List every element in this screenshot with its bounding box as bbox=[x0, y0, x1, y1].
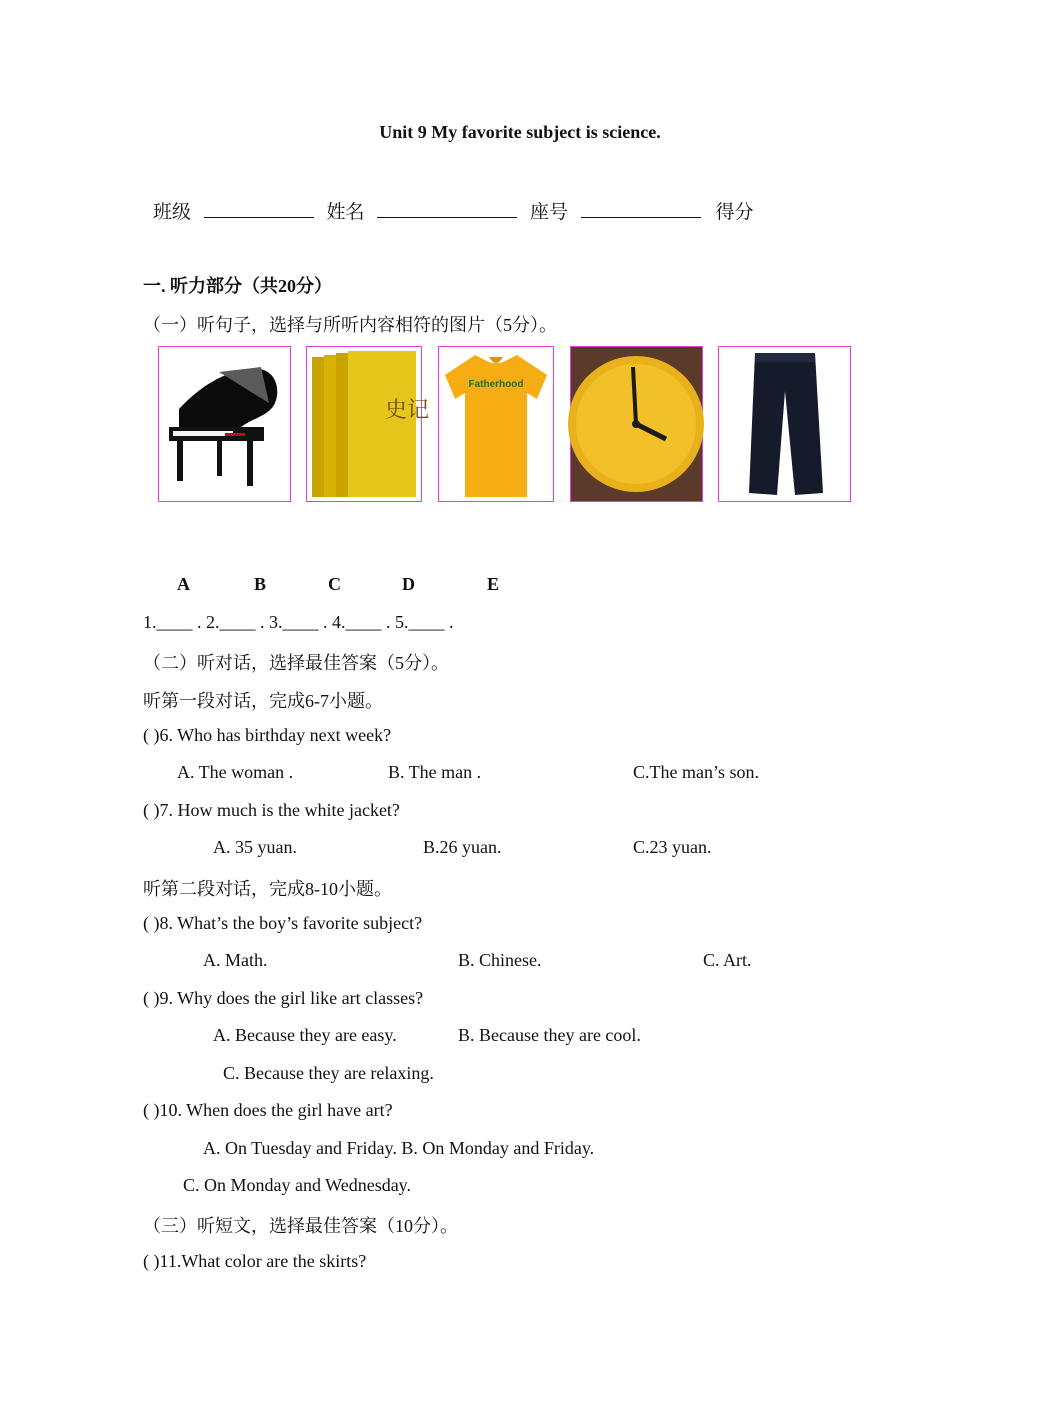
picture-a bbox=[158, 346, 291, 502]
q7-option-a: A. 35 yuan. bbox=[213, 837, 297, 857]
piano-icon bbox=[159, 347, 290, 501]
picture-d bbox=[570, 346, 703, 502]
part3-instruction: （三）听短文，选择最佳答案（10分）。 bbox=[143, 1216, 458, 1236]
picture-e bbox=[718, 346, 851, 502]
q9-option-a: A. Because they are easy. bbox=[213, 1025, 397, 1045]
q6-option-a: A. The woman . bbox=[177, 762, 294, 782]
q8-option-b: B. Chinese. bbox=[458, 950, 542, 970]
pants-icon bbox=[719, 347, 850, 501]
dialog1-instruction: 听第一段对话，完成6-7小题。 bbox=[143, 691, 383, 711]
q7-question: ( )7. How much is the white jacket? bbox=[143, 800, 400, 820]
label-b: B bbox=[254, 574, 267, 594]
picture-c bbox=[438, 346, 554, 502]
q10-option-c: C. On Monday and Wednesday. bbox=[183, 1175, 412, 1195]
label-a: A bbox=[177, 574, 190, 594]
book-title: 史记 bbox=[385, 398, 430, 423]
label-c: C bbox=[328, 574, 341, 594]
q10-question: ( )10. When does the girl have art? bbox=[143, 1100, 393, 1120]
label-d: D bbox=[402, 574, 415, 594]
clock-icon bbox=[571, 347, 702, 501]
score-label: 得分 bbox=[715, 202, 754, 223]
q9-option-b: B. Because they are cool. bbox=[458, 1025, 641, 1045]
part1-instruction: （一）听句子，选择与所听内容相符的图片（5分）。 bbox=[143, 315, 557, 335]
shirt-text: Fatherhood bbox=[468, 379, 524, 390]
q6-option-c: C.The man’s son. bbox=[633, 762, 759, 782]
q8-option-a: A. Math. bbox=[203, 950, 268, 970]
section-heading: 一. 听力部分（共20分） bbox=[143, 276, 332, 296]
class-blank[interactable] bbox=[204, 203, 314, 218]
label-e: E bbox=[487, 574, 500, 594]
page-title: Unit 9 My favorite subject is science. bbox=[379, 122, 661, 142]
q7-option-c: C.23 yuan. bbox=[633, 837, 712, 857]
q9-option-c: C. Because they are relaxing. bbox=[223, 1063, 434, 1083]
part2-instruction: （二）听对话，选择最佳答案（5分）。 bbox=[143, 653, 449, 673]
q7-option-b: B.26 yuan. bbox=[423, 837, 502, 857]
picture-b bbox=[306, 346, 430, 502]
seat-label: 座号 bbox=[530, 202, 569, 223]
tshirt-icon bbox=[439, 347, 553, 501]
q10-option-ab: A. On Tuesday and Friday. B. On Monday and Friday. bbox=[203, 1138, 595, 1158]
q8-option-c: C. Art. bbox=[703, 950, 752, 970]
dialog2-instruction: 听第二段对话，完成8-10小题。 bbox=[143, 879, 392, 899]
q9-question: ( )9. Why does the girl like art classes? bbox=[143, 988, 424, 1008]
student-info-row bbox=[153, 197, 754, 224]
q6-option-b: B. The man . bbox=[388, 762, 482, 782]
q11-question: ( )11.What color are the skirts? bbox=[143, 1251, 367, 1271]
q8-question: ( )8. What’s the boy’s favorite subject? bbox=[143, 913, 423, 933]
seat-blank[interactable] bbox=[581, 203, 701, 218]
name-label: 姓名 bbox=[326, 202, 365, 223]
books-icon bbox=[307, 347, 430, 501]
name-blank[interactable] bbox=[377, 203, 517, 218]
answer-line: 1.____ . 2.____ . 3.____ . 4.____ . 5.____ . bbox=[143, 612, 454, 632]
q6-question: ( )6. Who has birthday next week? bbox=[143, 725, 392, 745]
class-label: 班级 bbox=[153, 202, 192, 223]
